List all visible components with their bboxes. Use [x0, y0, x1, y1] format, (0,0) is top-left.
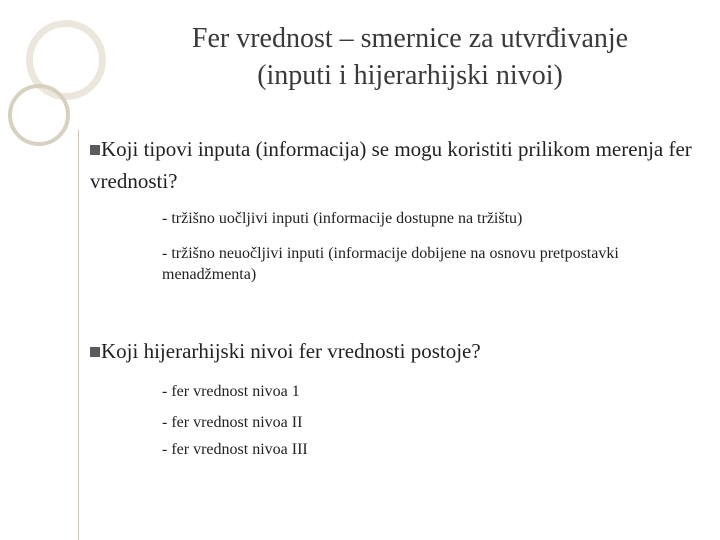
left-divider	[78, 130, 79, 540]
question-1-text: Koji tipovi inputa (informacija) se mogu koristiti prilikom merenja fer vrednosti?	[90, 137, 692, 193]
question-2	[90, 335, 710, 367]
list-item: - tržišno uočljivi inputi (informacije dostupne na tržištu)	[162, 210, 523, 227]
question-1	[90, 133, 710, 197]
title-line-1: Fer vrednost – smernice za utvrđivanje	[191, 23, 629, 54]
square-bullet-icon	[90, 347, 100, 357]
question-2-text: Koji hijerarhijski nivoi fer vrednosti postoje?	[101, 339, 481, 363]
list-item: - fer vrednost nivoa III	[162, 441, 308, 458]
title-line-2: (inputi i hijerarhijski nivoi)	[257, 60, 563, 91]
slide-title	[110, 20, 710, 94]
list-item: - fer vrednost nivoa 1	[162, 383, 300, 400]
list-item: - fer vrednost nivoa II	[162, 414, 303, 431]
list-item: - tržišno neuočljivi inputi (informacije dobijene na osnovu pretpostavki menadžmenta)	[162, 245, 619, 283]
square-bullet-icon	[90, 145, 100, 155]
decorative-ring-small-icon	[8, 84, 70, 146]
